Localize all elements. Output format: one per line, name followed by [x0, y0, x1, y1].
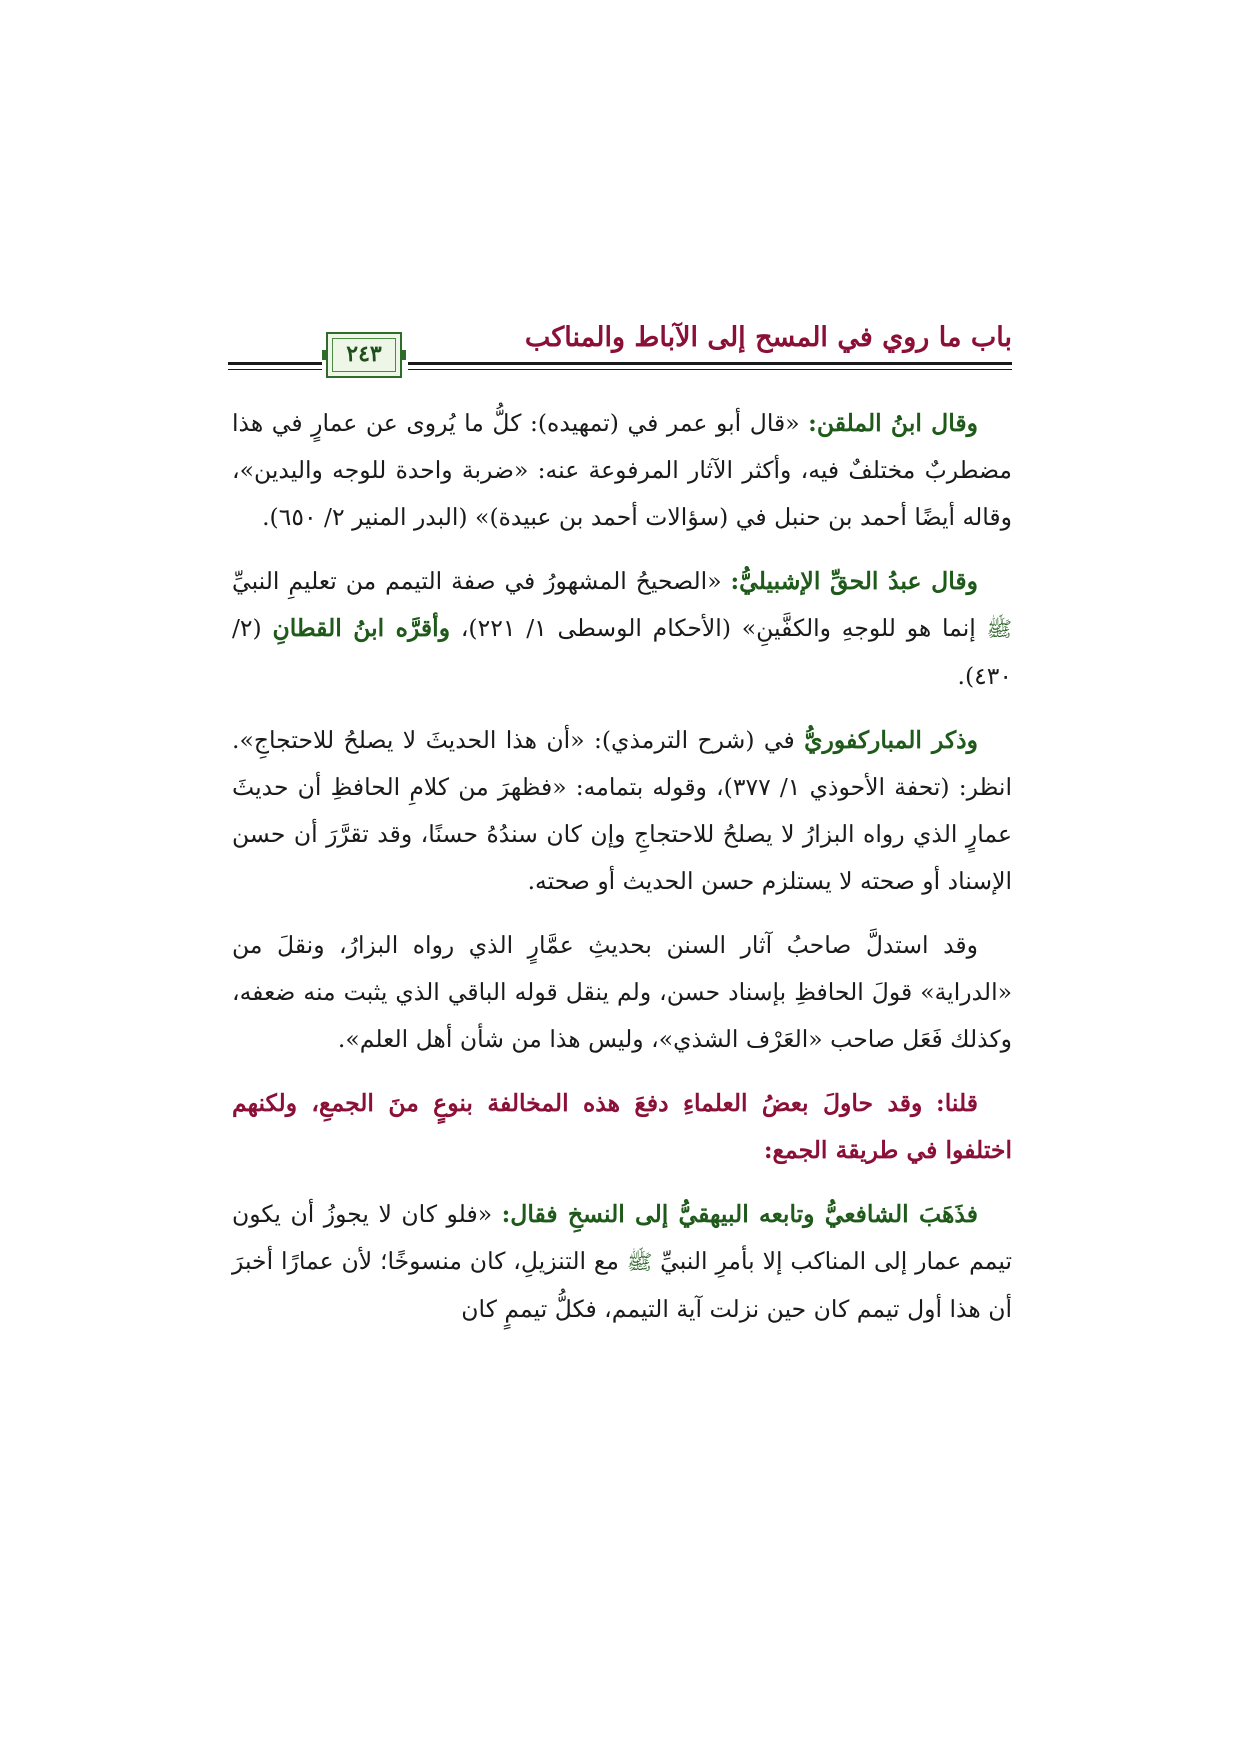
- page-header: [228, 318, 1012, 388]
- paragraph-text: «الصحيحُ المشهورُ في صفة التيمم من تعليمِ النبيِّ: [232, 567, 722, 595]
- paragraph-text: (٢/ ٤٣٠).: [232, 614, 1012, 690]
- paragraph-text: «قال أبو عمر في (تمهيده): كلُّ ما يُروى عن عمارٍ في هذا مضطربٌ مختلفٌ فيه، وأكثر الآثار المرفوعة عنه: «ضربة واحدة للوجه واليدين»، وقاله أيضًا أحمد بن حنبل في (سؤالات أحمد بن عبيدة)» (البدر المنير ٢/ ٦٥٠).: [232, 409, 1012, 531]
- paragraph-text: إنما هو للوجهِ والكفَّينِ» (الأحكام الوسطى ١/ ٢٢١)،: [460, 614, 976, 642]
- note-text: وقد حاولَ بعضُ العلماءِ دفعَ هذه المخالفة بنوعٍ منَ الجمعِ، ولكنهم اختلفوا في طريقة الجمع:: [232, 1089, 1012, 1164]
- page-number: ٢٤٣: [346, 341, 382, 367]
- paragraph-editors-note: [232, 1080, 1012, 1174]
- paragraph-mubarakpuri: [232, 717, 1012, 905]
- paragraph-shafii: [232, 1191, 1012, 1333]
- paragraph-text: وقد استدلَّ صاحبُ آثار السنن بحديثِ عمَّارٍ الذي رواه البزارُ، ونقلَ من «الدراية» قولَ الحافظِ بإسناد حسن، ولم ينقل قوله الباقي الذي يثبت منه ضعفه، وكذلك فَعَل صاحب «العَرْف الشذي»، وليس هذا من شأن أهل العلم».: [232, 931, 1012, 1053]
- header-rule-left: [228, 362, 322, 374]
- speaker-lead: وقال ابنُ الملقن:: [808, 409, 978, 437]
- paragraph-text: في (شرح الترمذي): «أن هذا الحديثَ لا يصلحُ للاحتجاجِ». انظر: (تحفة الأحوذي ١/ ٣٧٧)، وقوله بتمامه: «فظهرَ من كلامِ الحافظِ أن حديثَ عمارٍ الذي رواه البزارُ لا يصلحُ للاحتجاجِ وإن كان سندُهُ حسنًا، وقد تقرَّرَ أن حسن الإسناد أو صحته لا يستلزم حسن الحديث أو صحته.: [232, 726, 1012, 895]
- main-text: [232, 400, 1012, 1350]
- speaker-lead: وذكر المباركفوريُّ: [804, 726, 978, 754]
- speaker-lead: وأقرَّه ابنُ القطانِ: [272, 614, 451, 642]
- speaker-lead: فذَهَبَ الشافعيُّ وتابعه البيهقيُّ إلى النسخِ فقال:: [501, 1200, 978, 1228]
- paragraph-text: مع التنزيلِ، كان منسوخًا؛ لأن عمارًا أخبرَ أن هذا أول تيمم كان حين نزلت آية التيمم، فكلُّ تيممٍ كان: [232, 1247, 1012, 1323]
- paragraph-abd-al-haqq: [232, 558, 1012, 700]
- note-lead: قلنا:: [936, 1089, 978, 1117]
- paragraph-text: «فلو كان لا يجوزُ أن يكون تيمم عمار إلى المناكب إلا بأمرِ النبيِّ: [232, 1200, 1012, 1275]
- speaker-lead: وقال عبدُ الحقِّ الإشبيليُّ:: [730, 567, 978, 595]
- paragraph-athar-al-sunan: [232, 922, 1012, 1063]
- paragraph-ibn-al-mulaqqin: [232, 400, 1012, 541]
- page-number-frame: [326, 332, 402, 378]
- header-rule-right: [408, 362, 1012, 374]
- salutation-symbol: ﷺ: [626, 1250, 653, 1274]
- salutation-symbol: ﷺ: [986, 617, 1012, 641]
- chapter-title: باب ما روي في المسح إلى الآباط والمناكب: [524, 322, 1012, 353]
